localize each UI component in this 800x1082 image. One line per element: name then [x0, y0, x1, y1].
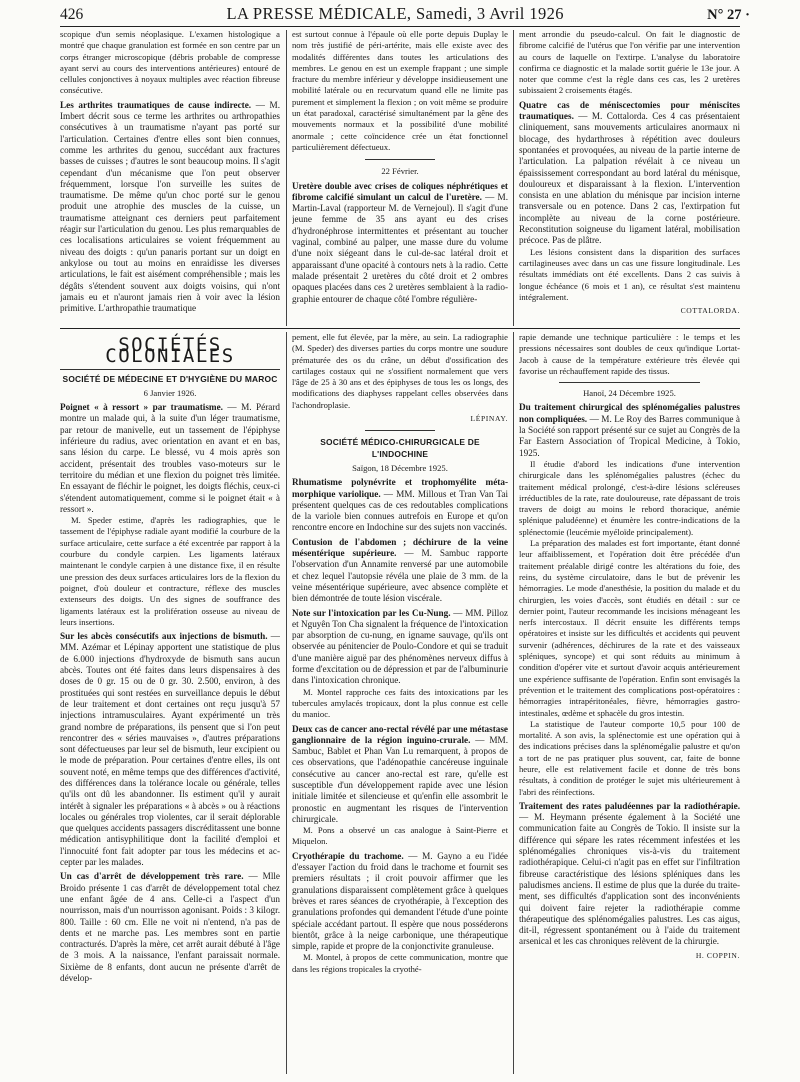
top-column-1: [60, 29, 280, 327]
author-signature: LÉPINAY.: [470, 414, 508, 424]
paragraph: M. Pons a observé un cas analogue à Saint-Pierre et Miquelon.: [292, 825, 508, 847]
article-title: Deux cas de cancer ano-rectal révélé par une métastase ganglionnaire de la région inguino-crurale.: [292, 723, 508, 745]
article-heading: [60, 402, 280, 515]
paragraph: La préparation des malades est fort importante, étant donné leur affaiblissement, et l'opération doit être précédée d'un traitement préalable dirigé contre les altérations du foie, des reins, du système circulatoire, dans le but de prévenir les hémorragies. Le mode d'anesthésie, la position du malade et du chirurgien, les voies d'accès, sont étudiés en détail : sur ce dernier point, l'auteur recommande les incisions ménageant les nerfs intercostaux. Il décrit ensuite les différents temps opératoires et insiste sur les difficultés et accidents qui peuvent survenir (adhérences, déchirures de la rate et des vaisseaux spléniques, syncope) et qui sont réduits au minimum à condition d'opérer vite et surtout d'avoir acquis antérieurement une expérience suffisante de l'opération. Enfin sont envisagés la prévention et le traitement des complications post-opératoires : hémorragies intrapéritonéales, fièvre, hémorragies gastro-intestinales, œdème et sphacèle du gros intestin.: [519, 538, 740, 718]
page-number: 426: [60, 6, 84, 23]
bottom-column-2: [292, 332, 508, 1076]
paragraph: La statistique de l'auteur comporte 10,5 pour 100 de mortalité. A son avis, la splénectomie est une opération qui à des indications précises dans la splénomégalie palustre et qu'on a tort de ne pas pratiquer plus souvent, car, faite de bonne heure, elle est relativement facile et donne de très bons résultats, à condition de protéger le sujet mis ultérieurement à l'abri des réinfections.: [519, 718, 740, 797]
article-heading: [60, 631, 280, 868]
article-title: Cryothérapie du trachome.: [292, 850, 404, 861]
paragraph: Les lésions consistent dans la disparition des surfaces cartilagineuses avec dans un cas une fissure longitudinale. Les résultats immédiats ont été excellents. Dans 2 cas suivis à longue échéance (6 mois et 1 an), ce résultat s'est maintenu intégralement.: [519, 246, 740, 302]
article-body: — MM. Azémar et Lépinay apportent une statistique de plus de 6.000 injections d'hydroxyde de bismuth sans aucun abcès. Toutes ont été faites dans leurs dispensaires à des doses de 0 gr. 15 ou de 0 gr. 30. 2.500, environ, à des prostituées qui sont restées en surveillance depuis le début de leur traitement et dont certaines ont reçu jusqu'à 57 injections intramusculaires. Ayant expérimenté un très grand nombre de préparations, ils pensent que si l'on peut rencontrer des « séries mauvaises », d'autres préparations sont défectueuses par leur sel de bismuth, leur excipient ou le mode de préparation. Pour certaines d'entre elles, ils ont souvent noté, en même temps que des différences d'activité, des différences dans la tolérance locale ou générale, telles qu'ils ont dû les abandonner. Ils estiment qu'il y aurait intérêt à signaler les préparations « à abcès » ou à réactions locales ou générales trop violentes, car il serait déplorable que quelques accidents passagers discréditassent une bonne médication antisyphilitique dont la facilité d'emploi et l'innocuité font fait adopter par tous les médecins et accepter par les malades.: [60, 631, 280, 868]
article-body: — Mlle Broido présente 1 cas d'arrêt de développement total chez une enfant âgée de 4 ans. Celle-ci a l'aspect d'un nourrisson, mais d'un nourrisson agonisant. Poids : 3 kilogr. 800. Taille : 60 cm. Elle ne voit ni n'entend, n'a pas de dents et ne marche pas. Les membres sont en partie contracturés. D'après la mère, cet arrêt aurait débuté à l'âge de 3 mois. A la naissance, l'enfant paraissait normale. Sixième de 8 enfants, dont aucun ne présente d'arrêt de dévelop-: [60, 871, 280, 984]
article-body: — M. Cottalorda. Ces 4 cas présentaient cliniquement, sans mouvements articulaires anormaux ni blocage, des hydarthroses à répétition avec douleurs spontanées et provoquées, au niveau de la partie interne de l'articulation. La palpation révélait à ce niveau un épaississement correspondant au bord latéral du ménisque, douloureux et disparaissant à la flexion. L'intervention consista en une ablation du ménisque par incision interne transversale ou en potence. Dans 2 cas, l'extirpation fut incomplète au niveau de la corne postérieure. Reconstitution soigneuse du ligament latéral, mobilisation précoce. Pas de plâtre.: [519, 111, 740, 246]
article-body: — MM. Millous et Tran Van Tai présentent quelques cas de ces redoutables complications de la variole bien connues autrefois en Europe et qu'on rencontre encore en Indochine sur des sujets non vaccinés.: [292, 488, 508, 533]
bottom-column-3: [519, 332, 740, 1076]
article-body: — M. Pérard montre un malade qui, à la suite d'un léger traumatisme, par retour de manivelle, eut un tassement de l'épiphyse inférieure du radius, avec orientation en avant et en bas, sans lésion du carpe. Le blessé, vu 4 mois après son accident, présentait des troubles vaso-moteurs sur le territoire du médian et une flexion du poignet très limitée. En essayant de fléchir le poignet, les doigts fléchis, ceux-ci s'étendent automatiquement, comme si le poignet était « à ressort ».: [60, 402, 280, 514]
article-body: — M. Heymann présente également à la Société une communication faite au Congrès de Tokio. Il insiste sur la différence qui sépare les rates récemment infestées et les splénomégalies chroniques vis-à-vis du traitement radiothérapique. Celui-ci n'agit pas en effet sur l'infiltration fibreuse caractéristique des lésions spléniques dans les paludismes anciens. Il estime de plus que la durée du traitement, ses difficultés d'application sont des inconvénients qui doivent faire rejeter la radiothérapie comme thérapeutique des splénomégalies palustres. Les cas aigus, dit-il, régressent spontanément ou à l'aide du traitement arsenical et les cas chroniques relèvent de la chirurgie.: [519, 812, 740, 947]
article-title: Uretère double avec crises de coliques néphrétiques et fibrome calcifié simulant un calcul de l'uretère.: [292, 180, 508, 202]
top-column-2: [292, 29, 508, 327]
article-title: Traitement des rates paludéennes par la radiothérapie.: [519, 800, 740, 811]
section-title: SOCIÉTÉS COLONIALES: [105, 334, 235, 368]
article-heading: [292, 724, 508, 826]
paragraph: scopique d'un semis néoplasique. L'examen histologique a montré que chaque granulation est formée en son centre par un corps étranger microscopique (débris probable de compresse ayant servi au cours des interventions antérieures) entouré de cellules conjonctives à noyaux multiples avec réaction fibreuse consécutive.: [60, 29, 280, 96]
paragraph: M. Montel rapproche ces faits des intoxications par les tubercules amylacés tropicaux, dont la plus connue est celle du manioc.: [292, 686, 508, 720]
article-heading: [292, 537, 508, 605]
header-rule: [60, 26, 740, 27]
paragraph: M. Montel, à propos de cette communication, montre que dans les régions tropicales la cryothé-: [292, 952, 508, 974]
section-rule: [60, 328, 740, 329]
paragraph: M. Speder estime, d'après les radiographies, que le tassement de l'épiphyse radiale ayant modifié la courbure de la surface articulaire, cette surface a été excentrée par rapport à la courbure du condyle carpien. Les ligaments latéraux maintenant le condyle carpien à une distance fixe, il en résulte une pression des deux surfaces articulaires lors de la flexion du poignet, d'où douleur et contracture, réflexe des muscles extenseurs des doigts. Un des signes de souffrance des ligaments latéraux est la prolifération osseuse au niveau de leurs insertions.: [60, 515, 280, 627]
author-signature: H. COPPIN.: [695, 950, 740, 960]
article-title: Les arthrites traumatiques de cause indirecte.: [60, 99, 252, 110]
column-divider: [513, 30, 514, 326]
paragraph: rapie demande une technique particulière : le temps et les pressions nécessaires sont doubles de ceux qu'indique Lortat-Jacob à cause de la température extérieure très élevée qui favorise un réchauffement rapide des tissus.: [519, 332, 740, 376]
article-title: Rhumatisme polynévrite et trophomyélite métamorphique variolique.: [292, 477, 508, 499]
article-heading: [292, 851, 508, 953]
article-title: Poignet « à ressort » par traumatisme.: [60, 402, 223, 413]
session-date: Saïgon, 18 Décembre 1925.: [352, 462, 448, 473]
article-body: — MM. Sambuc, Bablet et Phan Van Lu remarquent, à propos de ces observations, que l'adénopathie cancéreuse inguinale consécutive au cancer ano-rectal est rare, qu'elle est susceptible d'un développement rapide avec une lésion initiale limitée et silencieuse et qu'enfin elle assombrit le pronostic en augmentant les risques de l'intervention chirurgicale.: [292, 734, 508, 824]
column-divider: [286, 30, 287, 326]
session-date: Hanoï, 24 Décembre 1925.: [583, 388, 676, 399]
article-body: — M. Imbert décrit sous ce terme les arthrites ou arthropathies consécutives à un traumatisme n'ayant pas porté sur l'articulation. Certaines d'entre elles sont bien connues, comme les arthrites du genou, succédant aux fractures basses de cuisses ; d'autres le sont beaucoup moins. Il s'agit cependant d'un mécanisme que l'on peut observer fréquemment, lorsque l'on surveille les suites de traumatisme. De même qu'un choc porté sur le genou produit une atrophie des muscles de la cuisse, un traumatisme atteignant ces derniers peut parfaitement réagir sur l'articulation du genou. Les plus remarquables de ces localisations articulaires se voient fréquemment au niveau des doigts : qu'un panaris portant sur un doigt en ankylose ou tout au moins en enraidisse les diverses articulations, le fait est aisément compréhensible ; mais les dégâts s'étendent souvent aux doigts voisins, qui n'ont jamais eu et n'auront jamais rien à voir avec la lésion primitive. L'arthropathie traumatique: [60, 99, 280, 314]
article-heading: [60, 871, 280, 984]
column-divider: [513, 332, 514, 1074]
bottom-column-1: [60, 332, 280, 1076]
article-heading: [519, 801, 740, 948]
page-header: [60, 4, 750, 24]
session-date: 22 Février.: [381, 166, 419, 177]
article-title: Quatre cas de méniscectomies pour méniscites traumatiques.: [519, 99, 740, 122]
article-body: — M. Sambuc rapporte l'observation d'un Annamite renversé par une automobile et chez lequel l'autopsie révéla une plaie de 3 mm. de la veine mésentérique supérieure, avec absence complète et bien démontrée de toute lésion viscérale.: [292, 548, 508, 604]
article-body: — M. Gayno a eu l'idée d'essayer l'action du froid dans le trachome et fournit ses premiers résultats ; il croit pouvoir affirmer que les granulations disparaissent complètement grâce à quelques brèves et rares séances de cryothérapie, à l'exception des granulations profondes qui demandent l'étude d'une pointe spéciale accédant partout. Il espère que nous posséderons bientôt, grâce à la neige carbonique, une thérapeutique simple, rapide et propre de la conjonctivite granuleuse.: [292, 850, 508, 952]
top-column-3: [519, 29, 740, 327]
paragraph: ment arrondie du pseudo-calcul. On fait le diagnostic de fibrome calcifié de l'utérus que l'on vérifie par une intervention au cours de laquelle on l'extirpe. L'analyse du laboratoire confirma ce diagnostic et la malade sortit guérie le 13e jour. A noter que comme c'est la règle dans ces cas, les 2 uretères subissaient 2 croisements étagés.: [519, 29, 740, 96]
separator: [559, 382, 700, 383]
paragraph: Il étudie d'abord les indications d'une intervention chirurgicale dans les splénomégalies palustres (échec du traitement médical prolongé, c'est-à-dire lésions scléreuses irréductibles de la rate, rate douloureuse, rate dépassant de trois travers de doigt au moins le rebord thoracique, anémie splénique paludéenne) et énumère les contre-indications de la splénectomie (leucémie myéloïde principalement).: [519, 458, 740, 537]
issue-number: N° 27 ·: [707, 7, 750, 23]
article-heading: [292, 477, 508, 533]
article-body: — M. Martin-Laval (rapporteur M. de Vernejoul). Il s'agit d'une jeune femme de 35 ans ayant eu des crises d'hydronéphrose intermittentes et présentant au toucher vaginal, combiné au palper, une masse dure du volume d'une noix siégeant dans le cul-de-sac latéral droit et apparaissant d'une opacité à contours nets à la radio. Cette malade présentait 2 uretères du côté droit et 2 ombres opaques placées dans ces 2 uretères semblaient à la radiographie entourer de chaque côté l'ombre régulière-: [292, 191, 508, 304]
article-title: Un cas d'arrêt de développement très rare.: [60, 871, 244, 882]
article-body: — M. Le Roy des Barres communique à la Société son rapport présenté sur ce sujet au Congrès de la Far Eastern Association of Tropical Medicine, à Tokio, 1925.: [519, 413, 740, 458]
article-body: — MM. Pilloz et Nguyên Ton Cha signalent la fréquence de l'intoxication par absorption de cu-nung, en igname sauvage, qu'ils ont observée au pénitencier de Poulo-Condore et qui se traduit d'une manière aiguë par des phénomènes nerveux diffus à forme d'excitation ou de dépression et par de l'albuminurie dans l'intoxication chronique.: [292, 607, 508, 686]
session-date: 6 Janvier 1926.: [143, 387, 197, 398]
society-name: SOCIÉTÉ DE MÉDECINE ET D'HYGIÈNE DU MAROC: [62, 373, 278, 384]
article-heading: [519, 100, 740, 247]
article-heading: [60, 100, 280, 315]
article-title: Note sur l'intoxication par les Cu-Nung.: [292, 607, 451, 618]
society-name: SOCIÉTÉ MÉDICO-CHIRURGICALE DE L'INDOCHINE: [320, 437, 480, 459]
journal-title: LA PRESSE MÉDICALE, Samedi, 3 Avril 1926: [226, 4, 564, 23]
article-title: Sur les abcès consécutifs aux injections de bismuth.: [60, 631, 268, 642]
article-heading: [292, 608, 508, 687]
paragraph: pement, elle fut élevée, par la mère, au sein. La radiographie (M. Speder) des diverses parties du corps montre une soudure prématurée des os du crâne, un début d'ossification des cartilages costaux qui ne s'ossifient normalement que vers l'âge de 25 à 30 ans et des épiphyses de tous les os longs, des modifications des diaphyses rappelant celles observées dans l'achondroplasie.: [292, 332, 508, 410]
article-title: Du traitement chirurgical des splénomégalies palustres non compliquées.: [519, 402, 740, 424]
separator: [365, 159, 435, 160]
article-heading: [519, 402, 740, 458]
separator: [365, 430, 435, 431]
article-title: Contusion de l'abdomen ; déchirure de la veine mésentérique supérieure.: [292, 536, 508, 559]
section-title-rule: [60, 369, 280, 370]
article-heading: [292, 181, 508, 305]
paragraph: est surtout connue à l'épaule où elle porte depuis Duplay le nom très justifié de péri-artérite, mais elle existe avec des modalités différentes dans toutes les articulations des membres. Le genou en est un exemple frappant ; une simple fracture du membre inférieur y développe insidieusement une mobilité latérale ou en recurvatum quand elle ne limite pas purement et simplement la flexion ; on voit même se produire un état paradoxal, caractérisé simultanément par la gêne des mouvements normaux et la possibilité d'une mobilité anormale ; cette coïncidence crée un état fonctionnel particulièrement défectueux.: [292, 29, 508, 152]
column-divider: [286, 332, 287, 1074]
author-signature: COTTALORDA.: [680, 306, 740, 316]
